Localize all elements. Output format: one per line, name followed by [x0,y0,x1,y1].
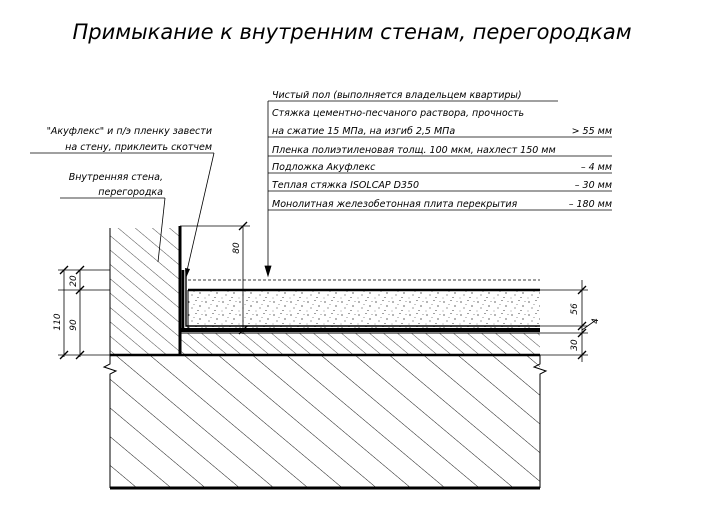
legend-layer-screed-line2: на сжатие 15 МПа, на изгиб 2,5 МПа [272,126,456,137]
callout-acuflex-line2: на стену, приклеить скотчем [65,142,212,153]
cement-sand-screed [188,280,540,330]
legend-layer-pe-film: Пленка полиэтиленовая толщ. 100 мкм, нахлест 150 мм [272,145,556,156]
drawing-title: Примыкание к внутренним стенам, перегородкам [72,20,632,44]
insulation-screed-layer [180,333,540,355]
wall-label-line1: Внутренняя стена, [68,172,163,183]
right-dimension-chain [540,280,596,362]
dim-right-screed: 56 [570,303,580,315]
legend-layer-isolcap: Теплая стяжка ISOLCAP D350 [272,180,420,191]
dim-left-upper: 20 [69,275,79,287]
legend-value-isolcap: – 30 мм [574,180,612,191]
legend-layer-clean-floor: Чистый пол (выполняется владельцем квартиры) [272,90,522,101]
dim-left-total: 110 [53,313,63,331]
legend-layer-acuflex: Подложка Акуфлекс [272,162,376,173]
legend-value-slab: – 180 мм [568,199,612,210]
callout-acuflex-line1: "Акуфлекс" и п/э пленку завести [46,126,212,137]
dim-left-lower: 90 [69,319,79,331]
dim-wall-height: 80 [232,242,242,254]
dim-right-underlay: 4 [591,318,601,324]
legend-value-screed: > 55 мм [571,126,612,137]
legend-layer-slab: Монолитная железобетонная плита перекрытия [272,199,518,210]
concrete-slab [104,355,546,488]
legend-value-acuflex: – 4 мм [580,162,612,173]
wall-label-line2: перегородка [98,187,163,198]
left-dimension-chain [58,266,110,359]
legend-layer-screed-line1: Стяжка цементно-песчаного раствора, прочность [272,108,525,119]
dim-right-insulation: 30 [570,339,580,351]
